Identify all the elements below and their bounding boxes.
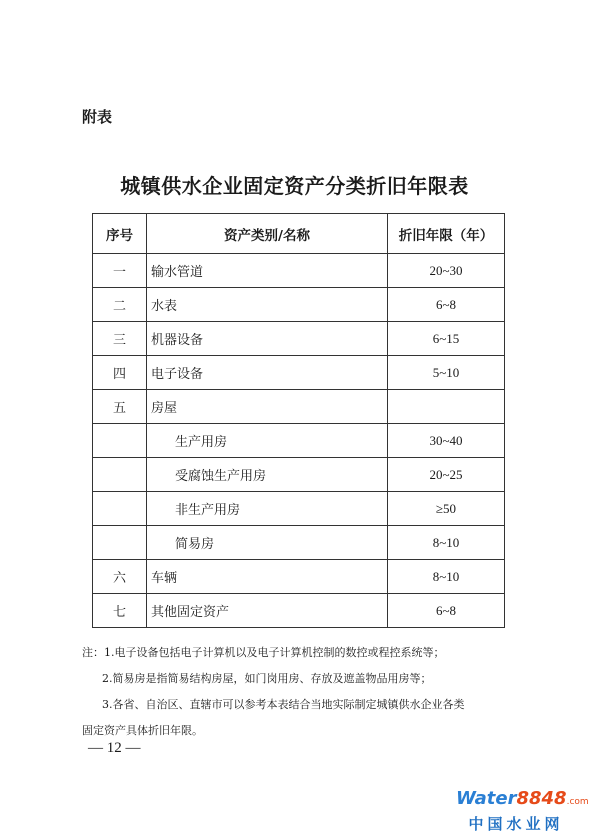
- depreciation-years-cell: 30~40: [388, 424, 505, 458]
- row-number-cell: 五: [93, 390, 147, 424]
- header-years: 折旧年限（年）: [388, 214, 505, 254]
- table-row: [93, 560, 505, 594]
- row-number-cell: 四: [93, 356, 147, 390]
- depreciation-years-cell: 6~15: [388, 322, 505, 356]
- row-number-cell: 二: [93, 288, 147, 322]
- header-name: 资产类别/名称: [147, 214, 388, 254]
- watermark-brand: [456, 788, 589, 811]
- row-number-cell: 七: [93, 594, 147, 628]
- row-number-cell: [93, 492, 147, 526]
- asset-name-cell: 车辆: [147, 560, 388, 594]
- table-body: [93, 254, 505, 628]
- table-row: [93, 288, 505, 322]
- depreciation-years-cell: [388, 390, 505, 424]
- depreciation-years-cell: 8~10: [388, 560, 505, 594]
- depreciation-years-cell: 6~8: [388, 288, 505, 322]
- table-row: [93, 526, 505, 560]
- depreciation-years-cell: 20~30: [388, 254, 505, 288]
- table-row: [93, 492, 505, 526]
- depreciation-years-cell: ≥50: [388, 492, 505, 526]
- watermark-site-name: 中国水业网: [468, 815, 564, 833]
- watermark-brand-part2: 8848: [516, 788, 567, 809]
- row-number-cell: [93, 458, 147, 492]
- row-number-cell: [93, 526, 147, 560]
- table-row: [93, 322, 505, 356]
- depreciation-years-cell: 8~10: [388, 526, 505, 560]
- notes-section: [82, 640, 512, 744]
- asset-name-cell: 非生产用房: [147, 492, 388, 526]
- table-row: [93, 390, 505, 424]
- row-number-cell: 三: [93, 322, 147, 356]
- watermark-brand-part3: .com: [566, 797, 589, 807]
- asset-name-cell: 机器设备: [147, 322, 388, 356]
- table-row: [93, 424, 505, 458]
- row-number-cell: [93, 424, 147, 458]
- header-no: 序号: [93, 214, 147, 254]
- asset-name-cell: 电子设备: [147, 356, 388, 390]
- depreciation-table: [92, 213, 505, 628]
- table-row: [93, 356, 505, 390]
- table-row: [93, 254, 505, 288]
- table-header-row: [93, 214, 505, 254]
- asset-name-cell: 简易房: [147, 526, 388, 560]
- note-3-continued: 固定资产具体折旧年限。: [82, 724, 203, 737]
- asset-name-cell: 水表: [147, 288, 388, 322]
- row-number-cell: 一: [93, 254, 147, 288]
- note-1: 注：1.电子设备包括电子计算机以及电子计算机控制的数控或程控系统等；: [82, 646, 445, 659]
- page-number: — 12 —: [88, 740, 141, 756]
- asset-name-cell: 受腐蚀生产用房: [147, 458, 388, 492]
- watermark-logo: [456, 788, 589, 834]
- note-3: 3.各省、自治区、直辖市可以参考本表结合当地实际制定城镇供水企业各类: [102, 698, 465, 711]
- appendix-label: 附表: [82, 108, 113, 126]
- depreciation-years-cell: 6~8: [388, 594, 505, 628]
- table-row: [93, 458, 505, 492]
- table-row: [93, 594, 505, 628]
- asset-name-cell: 生产用房: [147, 424, 388, 458]
- note-2: 2.简易房是指简易结构房屋，如门岗用房、存放及遮盖物品用房等；: [102, 672, 432, 685]
- row-number-cell: 六: [93, 560, 147, 594]
- asset-name-cell: 其他固定资产: [147, 594, 388, 628]
- table-title: 城镇供水企业固定资产分类折旧年限表: [120, 174, 469, 198]
- asset-name-cell: 输水管道: [147, 254, 388, 288]
- depreciation-years-cell: 20~25: [388, 458, 505, 492]
- watermark-brand-part1: Water: [456, 788, 517, 809]
- asset-name-cell: 房屋: [147, 390, 388, 424]
- depreciation-years-cell: 5~10: [388, 356, 505, 390]
